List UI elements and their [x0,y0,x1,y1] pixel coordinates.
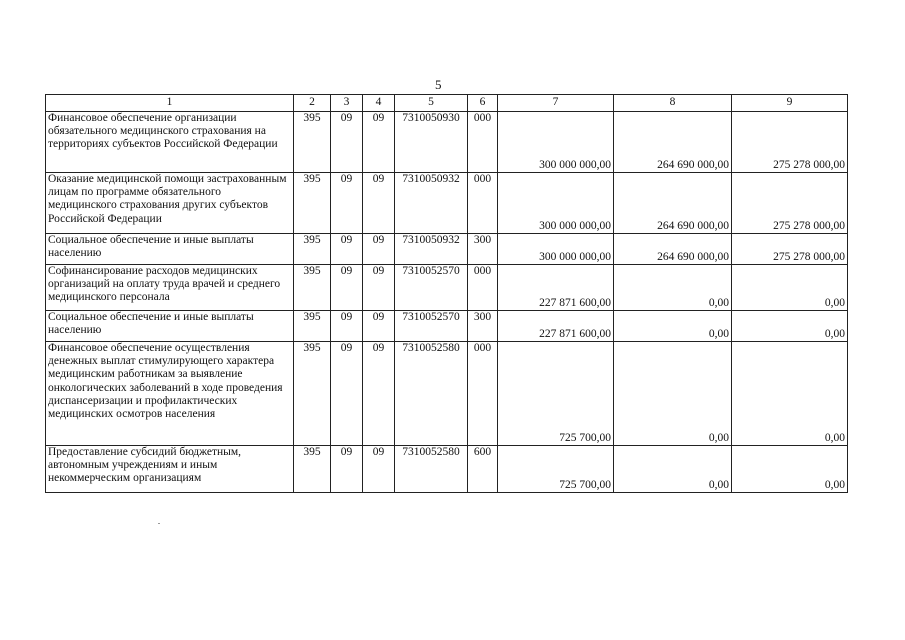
header-col-7: 7 [498,95,614,112]
row-name: Социальное обеспечение и иные выплаты населению [46,234,294,265]
row-subsection-code: 09 [363,446,395,493]
header-col-2: 2 [294,95,331,112]
row-target-code: 7310050932 [395,173,468,234]
row-amount-col8: 0,00 [614,311,732,342]
row-target-code: 7310052570 [395,311,468,342]
row-amount-col9: 0,00 [732,265,848,311]
row-amount-col9: 0,00 [732,446,848,493]
row-section-code: 09 [331,342,363,446]
row-name: Социальное обеспечение и иные выплаты населению [46,311,294,342]
header-col-8: 8 [614,95,732,112]
table-row [46,265,848,311]
row-section-code: 09 [331,234,363,265]
row-expense-type-code: 300 [468,234,498,265]
row-subsection-code: 09 [363,234,395,265]
row-expense-type-code: 000 [468,112,498,173]
row-subsection-code: 09 [363,112,395,173]
table-row [46,112,848,173]
row-name: Оказание медицинской помощи застрахованным лицам по программе обязательного медицинского страхования других субъектов Российской Федерации [46,173,294,234]
header-col-1: 1 [46,95,294,112]
row-subsection-code: 09 [363,265,395,311]
table-row [46,173,848,234]
header-row [46,95,848,112]
row-expense-type-code: 000 [468,342,498,446]
row-ministry-code: 395 [294,311,331,342]
row-amount-col7: 725 700,00 [498,446,614,493]
row-amount-col8: 264 690 000,00 [614,234,732,265]
row-amount-col7: 725 700,00 [498,342,614,446]
row-amount-col8: 264 690 000,00 [614,173,732,234]
row-expense-type-code: 600 [468,446,498,493]
row-subsection-code: 09 [363,311,395,342]
table-row [46,446,848,493]
row-ministry-code: 395 [294,112,331,173]
table-row [46,234,848,265]
row-name: Финансовое обеспечение организации обязательного медицинского страхования на территориях субъектов Российской Федерации [46,112,294,173]
header-col-9: 9 [732,95,848,112]
row-amount-col7: 227 871 600,00 [498,265,614,311]
row-section-code: 09 [331,311,363,342]
row-ministry-code: 395 [294,234,331,265]
row-ministry-code: 395 [294,446,331,493]
row-amount-col9: 0,00 [732,342,848,446]
row-name: Софинансирование расходов медицинских организаций на оплату труда врачей и среднего медицинского персонала [46,265,294,311]
row-section-code: 09 [331,265,363,311]
row-amount-col8: 264 690 000,00 [614,112,732,173]
row-amount-col9: 0,00 [732,311,848,342]
row-amount-col9: 275 278 000,00 [732,112,848,173]
row-amount-col8: 0,00 [614,342,732,446]
header-col-5: 5 [395,95,468,112]
row-target-code: 7310052580 [395,342,468,446]
budget-table [45,94,848,493]
row-name: Предоставление субсидий бюджетным, автономным учреждениям и иным некоммерческим организациям [46,446,294,493]
row-amount-col7: 300 000 000,00 [498,112,614,173]
row-subsection-code: 09 [363,342,395,446]
row-ministry-code: 395 [294,173,331,234]
row-amount-col7: 300 000 000,00 [498,173,614,234]
row-amount-col9: 275 278 000,00 [732,234,848,265]
row-target-code: 7310050932 [395,234,468,265]
row-amount-col8: 0,00 [614,265,732,311]
row-section-code: 09 [331,112,363,173]
row-expense-type-code: 000 [468,265,498,311]
scan-speck [158,523,160,524]
row-section-code: 09 [331,446,363,493]
page-number: 5 [435,77,442,92]
row-expense-type-code: 000 [468,173,498,234]
row-target-code: 7310052580 [395,446,468,493]
row-section-code: 09 [331,173,363,234]
row-name: Финансовое обеспечение осуществления денежных выплат стимулирующего характера медицинским работникам за выявление онкологических заболеваний в ходе проведения диспансеризации и профилактических медицинских осмотров населения [46,342,294,446]
row-amount-col7: 227 871 600,00 [498,311,614,342]
header-col-6: 6 [468,95,498,112]
row-subsection-code: 09 [363,173,395,234]
row-expense-type-code: 300 [468,311,498,342]
row-ministry-code: 395 [294,342,331,446]
row-target-code: 7310050930 [395,112,468,173]
table-row [46,311,848,342]
table-row [46,342,848,446]
row-ministry-code: 395 [294,265,331,311]
row-amount-col9: 275 278 000,00 [732,173,848,234]
header-col-3: 3 [331,95,363,112]
row-amount-col8: 0,00 [614,446,732,493]
row-amount-col7: 300 000 000,00 [498,234,614,265]
header-col-4: 4 [363,95,395,112]
row-target-code: 7310052570 [395,265,468,311]
